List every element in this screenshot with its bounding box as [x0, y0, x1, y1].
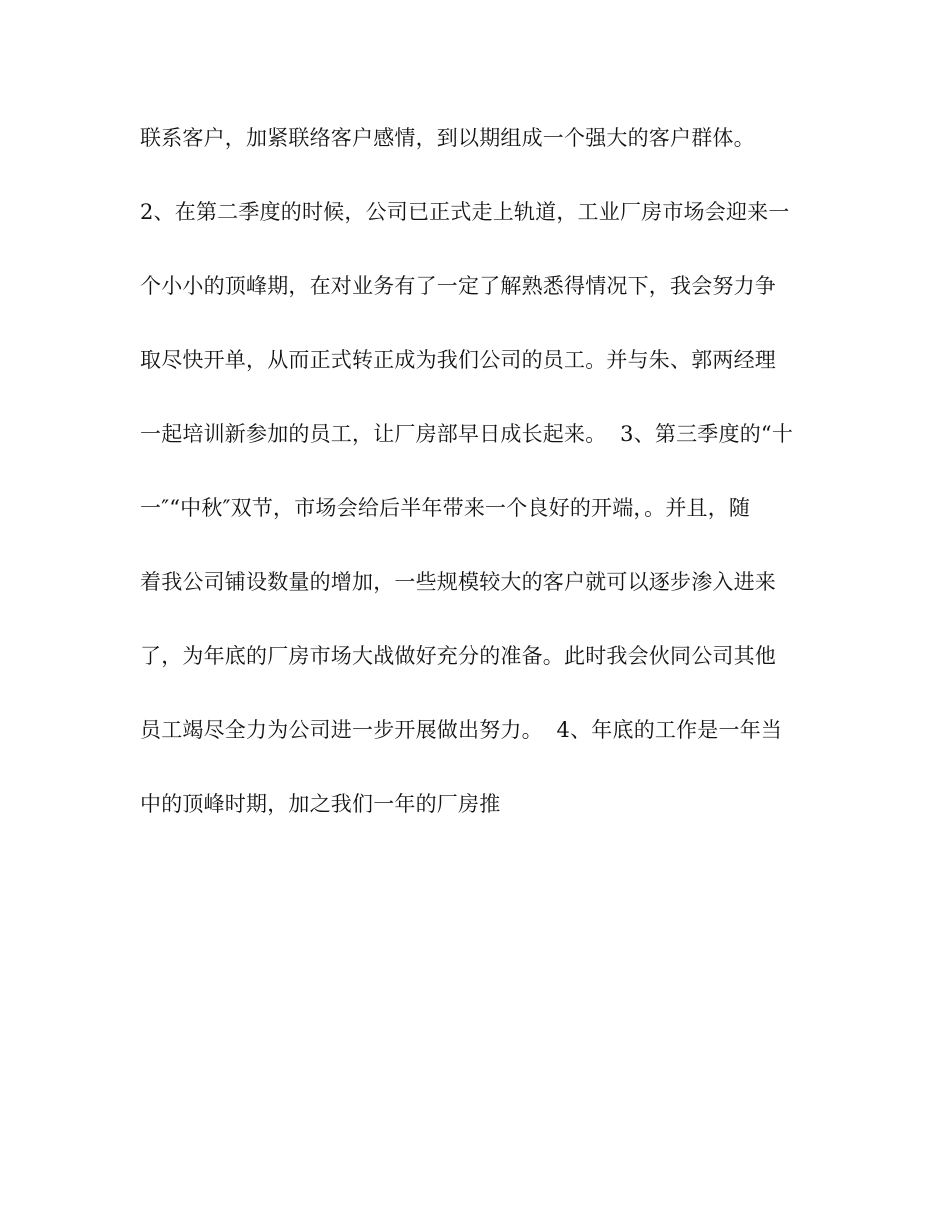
text-line-5: 一起培训新参加的员工，让厂房部早日成长起来。 3、第三季度的“十 — [140, 422, 794, 446]
text-line-3: 个小小的顶峰期，在对业务有了一定了解熟悉得情况下，我会努力争 — [140, 274, 776, 298]
text-line-6: 一″“中秋″双节，市场会给后半年带来一个良好的开端，。并且，随 — [140, 496, 751, 520]
text-line-2: 2、在第二季度的时候，公司已正式走上轨道，工业厂房市场会迎来一 — [140, 200, 790, 224]
text-line-7: 着我公司铺设数量的增加，一些规模较大的客户就可以逐步渗入进来 — [140, 570, 776, 594]
text-line-8: 了，为年底的厂房市场大战做好充分的准备。此时我会伙同公司其他 — [140, 644, 776, 668]
text-line-9: 员工竭尽全力为公司进一步开展做出努力。 4、年底的工作是一年当 — [140, 718, 783, 742]
text-line-10: 中的顶峰时期，加之我们一年的厂房推 — [140, 792, 501, 816]
text-line-4: 取尽快开单，从而正式转正成为我们公司的员工。并与朱、郭两经理 — [140, 348, 776, 372]
text-line-1: 联系客户，加紧联络客户感情，到以期组成一个强大的客户群体。 — [140, 126, 755, 150]
body-text — [140, 118, 820, 858]
